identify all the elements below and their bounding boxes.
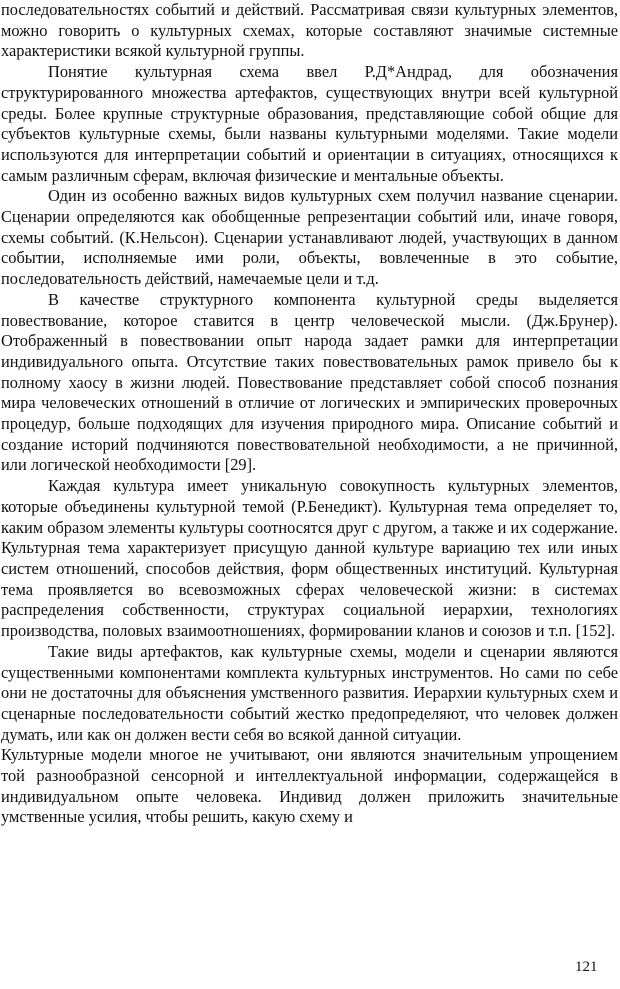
paragraph-cultural-schema: Понятие культурная схема ввел Р.Д*Андрад, для обозначения структурированного множества артефактов, существующих внутри всей культурной среды. Более крупные структурные образования, представляющие собой общие для субъектов культурные схемы, были названы культурными моделями. Такие модели используются для интерпретации событий и ориентации в ситуациях, относящихся к самым различным сферам, включая физические и ментальные объекты. (1, 62, 618, 185)
paragraph-cultural-theme: Каждая культура имеет уникальную совокупность культурных элементов, которые объединены культурной темой (Р.Бенедикт). Культурная тема определяет то, каким образом элементы культуры соотносятся друг с другом, а также и их содержание. Культурная тема характеризует присущую данной культуре вариацию тех или иных систем отношений, способов действия, форм общественных институций. Культурная тема проявляется во всевозможных сферах человеческой жизни: в системах распределения собственности, структурах социальной иерархии, технологиях производства, половых взаимоотношениях, формировании кланов и союзов и т.п. [152]. (1, 476, 618, 641)
body-text (1, 0, 618, 828)
paragraph-artifacts: Такие виды артефактов, как культурные схемы, модели и сценарии являются существенными компонентами комплекта культурных инструментов. Но сами по себе они не достаточны для объяснения умственного развития. Иерархии культурных схем и сценарные последовательности событий жестко предопределяют, что человек должен думать, или как он должен вести себя во всякой данной ситуации. (1, 641, 618, 744)
paragraph-scenarios: Один из особенно важных видов культурных схем получил название сценарии. Сценарии определяются как обобщенные репрезентации событий или, иначе говоря, схемы событий. (К.Нельсон). Сценарии устанавливают людей, участвующих в данном событии, исполняемые ими роли, объекты, вовлеченные в это событие, последовательность действий, намечаемые цели и т.д. (1, 186, 618, 289)
page-number: 121 (575, 959, 598, 975)
paragraph-continuation: последовательностях событий и действий. Рассматривая связи культурных элементов, можно говорить о культурных схемах, которые составляют значимые системные характеристики всякой культурной группы. (1, 0, 618, 61)
paragraph-narrative: В качестве структурного компонента культурной среды выделяется повествование, которое ставится в центр человеческой мысли. (Дж.Брунер). Отображенный в повествовании опыт народа задает рамки для интерпретации индивидуального опыта. Отсутствие таких повествовательных рамок привело бы к полному хаосу в жизни людей. Повествование представляет собой способ познания мира человеческих отношений в отличие от логических и эмпирических проверочных процедур, больше подходящих для изучения природного мира. Описание событий и создание историй подчиняются повествовательной необходимости, а не причинной, или логической необходимости [29]. (1, 289, 618, 475)
paragraph-cultural-models: Культурные модели многое не учитывают, они являются значительным упрощением той разнообразной сенсорной и интеллектуальной информации, содержащейся в индивидуальном опыте человека. Индивид должен приложить значительные умственные усилия, чтобы решить, какую схему и (1, 745, 618, 827)
